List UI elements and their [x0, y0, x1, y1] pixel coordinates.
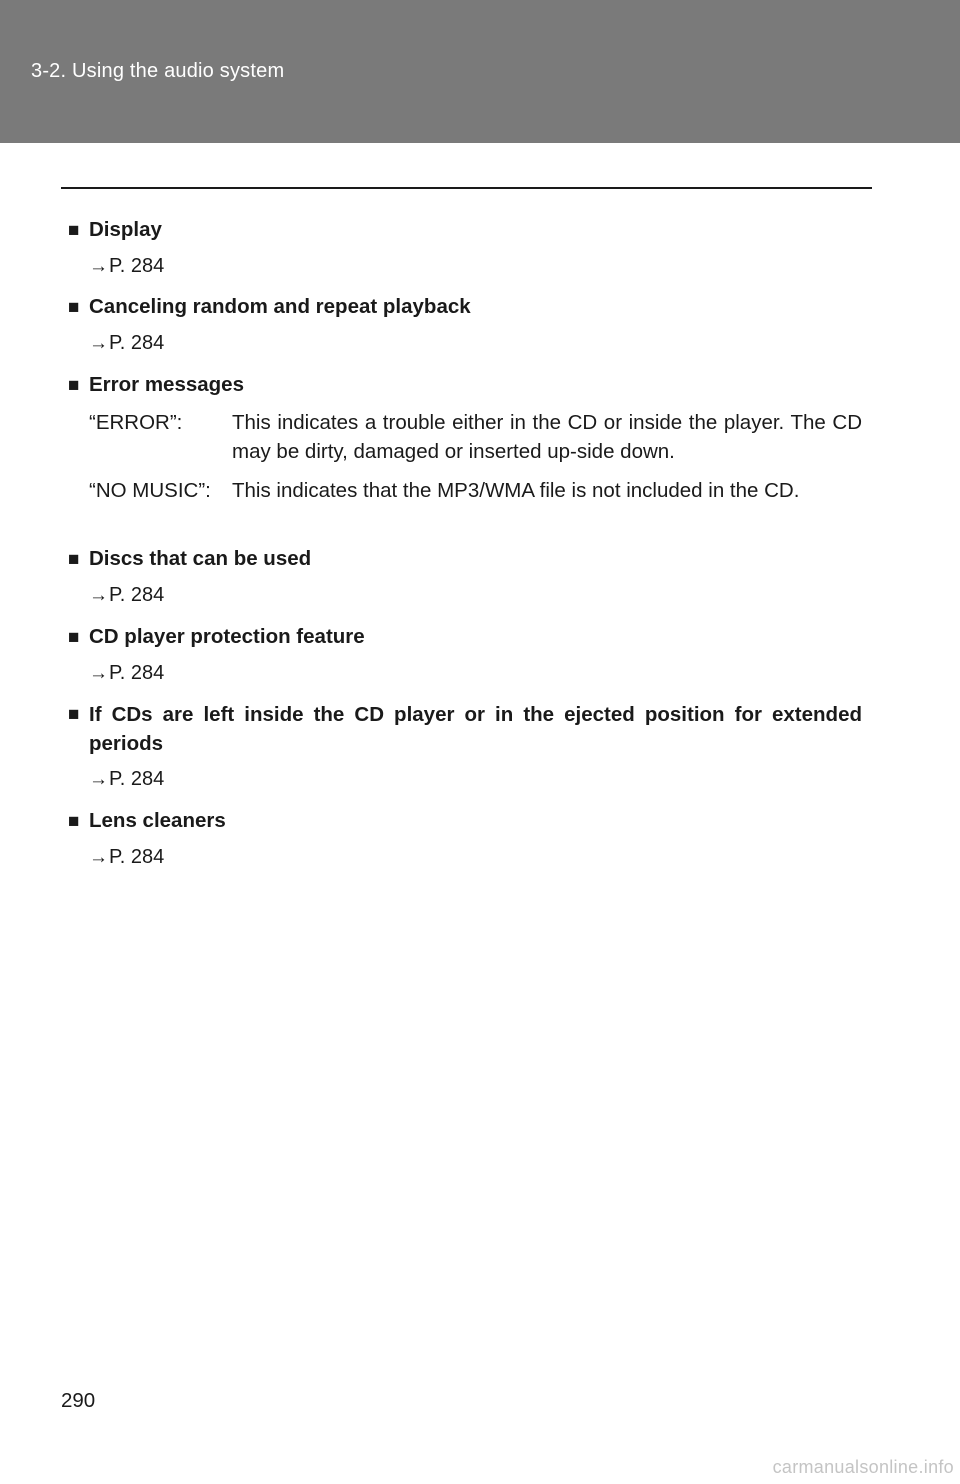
page-header: [0, 0, 960, 143]
arrow-right-icon: →: [89, 769, 108, 790]
section-canceling-random-repeat: [68, 292, 868, 357]
header-title: 3-2. Using the audio system: [31, 60, 285, 82]
page-reference[interactable]: →P. 284: [89, 255, 165, 277]
page-reference[interactable]: →P. 284: [89, 332, 165, 354]
square-bullet-icon: ■: [68, 297, 80, 318]
square-bullet-icon: ■: [68, 375, 80, 396]
section-cds-left-inside: [68, 700, 862, 793]
error-message-label: “NO MUSIC”:: [89, 479, 211, 502]
error-message-label: “ERROR”:: [89, 411, 183, 434]
section-title: Display: [89, 218, 162, 241]
error-message-description: This indicates a trouble either in the CD or inside the player. The CD may be dirty, damaged or inserted up-side down.: [232, 411, 862, 463]
section-divider: [61, 187, 872, 189]
arrow-right-icon: →: [89, 847, 108, 868]
section-title: Canceling random and repeat playback: [89, 295, 471, 318]
section-error-messages: [68, 370, 868, 400]
error-message-description: This indicates that the MP3/WMA file is not included in the CD.: [232, 479, 800, 502]
page-reference[interactable]: →P. 284: [89, 584, 165, 606]
error-message-row: [89, 476, 862, 505]
arrow-right-icon: →: [89, 585, 108, 606]
section-cd-player-protection: [68, 622, 868, 687]
square-bullet-icon: ■: [68, 220, 80, 241]
arrow-right-icon: →: [89, 663, 108, 684]
section-title: Lens cleaners: [89, 809, 226, 832]
section-title: If CDs are left inside the CD player or in the ejected position for extended periods: [89, 703, 862, 755]
section-title: Error messages: [89, 373, 244, 396]
watermark: carmanualsonline.info: [772, 1457, 954, 1477]
page-reference[interactable]: →P. 284: [89, 662, 165, 684]
square-bullet-icon: ■: [68, 549, 80, 570]
section-title: CD player protection feature: [89, 625, 365, 648]
square-bullet-icon: ■: [68, 811, 80, 832]
arrow-right-icon: →: [89, 256, 108, 277]
section-title: Discs that can be used: [89, 547, 312, 570]
page-number: 290: [61, 1389, 96, 1412]
section-display: [68, 215, 868, 280]
section-discs-that-can-be-used: [68, 544, 868, 609]
arrow-right-icon: →: [89, 333, 108, 354]
section-lens-cleaners: [68, 806, 868, 871]
page-reference[interactable]: →P. 284: [89, 846, 165, 868]
square-bullet-icon: ■: [68, 627, 80, 648]
page-reference[interactable]: →P. 284: [89, 768, 165, 790]
error-message-row: [89, 408, 862, 466]
square-bullet-icon: ■: [68, 704, 80, 725]
